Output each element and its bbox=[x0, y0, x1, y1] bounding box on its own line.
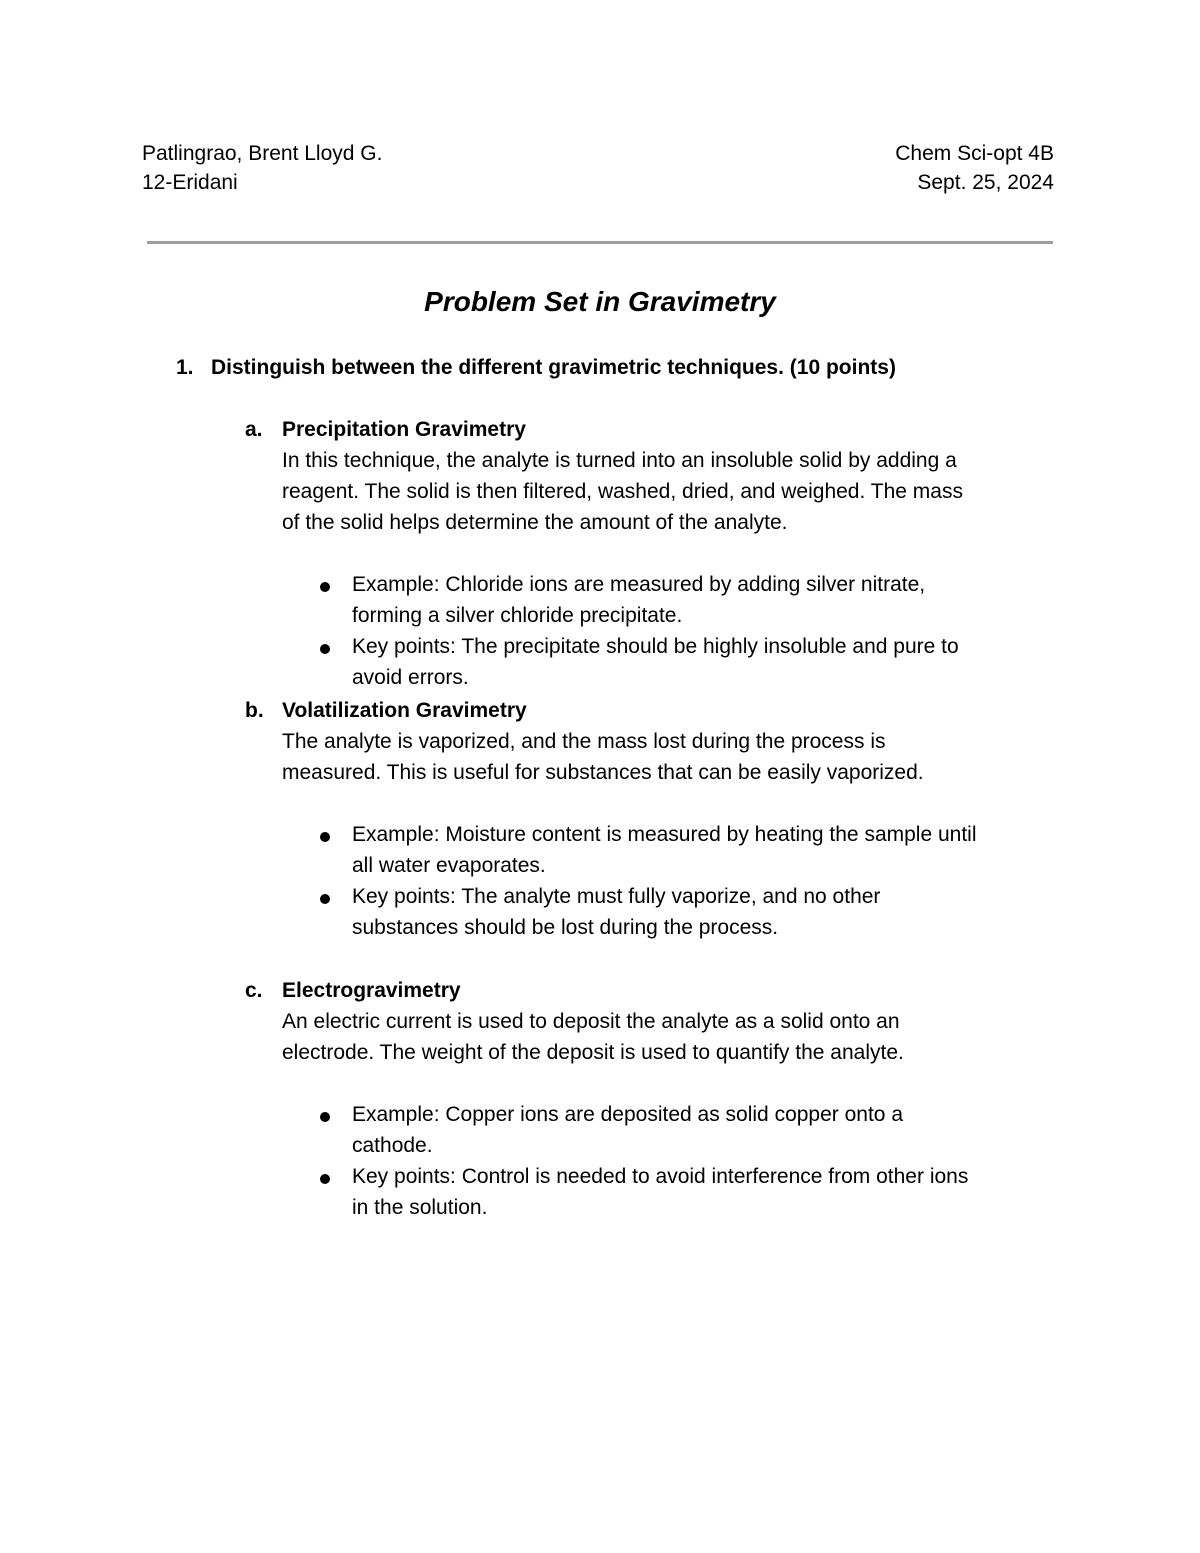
bullet-icon bbox=[320, 832, 330, 842]
bullet-icon bbox=[320, 894, 330, 904]
section-heading bbox=[245, 414, 1065, 445]
document-date: Sept. 25, 2024 bbox=[917, 171, 1054, 194]
bullet-item bbox=[245, 1099, 1065, 1161]
bullet-line: Example: Chloride ions are measured by adding silver nitrate, bbox=[352, 573, 926, 596]
bullet-line: forming a silver chloride precipitate. bbox=[352, 604, 683, 627]
bullet-list bbox=[245, 1099, 1065, 1223]
body-line: electrode. The weight of the deposit is used to quantify the analyte. bbox=[282, 1041, 904, 1064]
bullet-item bbox=[245, 569, 1065, 631]
course-name: Chem Sci-opt 4B bbox=[895, 142, 1054, 165]
body-line: In this technique, the analyte is turned into an insoluble solid by adding a bbox=[282, 449, 957, 472]
question-text: Distinguish between the different gravimetric techniques. (10 points) bbox=[211, 356, 896, 379]
bullet-icon bbox=[320, 1174, 330, 1184]
section-letter: b. bbox=[245, 699, 264, 722]
bullet-list bbox=[245, 569, 1065, 693]
bullet-icon bbox=[320, 644, 330, 654]
bullet-item bbox=[245, 631, 1065, 693]
section-body bbox=[282, 1006, 1065, 1068]
section-electrogravimetry bbox=[245, 975, 1065, 1223]
question-number: 1. bbox=[176, 356, 194, 379]
body-line: measured. This is useful for substances that can be easily vaporized. bbox=[282, 761, 924, 784]
bullet-line: avoid errors. bbox=[352, 666, 469, 689]
horizontal-divider bbox=[147, 241, 1053, 244]
bullet-line: Key points: The precipitate should be highly insoluble and pure to bbox=[352, 635, 959, 658]
bullet-line: Example: Moisture content is measured by heating the sample until bbox=[352, 823, 977, 846]
bullet-item bbox=[245, 881, 1065, 943]
bullet-list bbox=[245, 819, 1065, 943]
bullet-line: cathode. bbox=[352, 1134, 433, 1157]
section-heading bbox=[245, 975, 1065, 1006]
section-title: Electrogravimetry bbox=[282, 979, 461, 1002]
section-title: Volatilization Gravimetry bbox=[282, 699, 527, 722]
bullet-icon bbox=[320, 582, 330, 592]
bullet-line: in the solution. bbox=[352, 1196, 488, 1219]
body-line: of the solid helps determine the amount of the analyte. bbox=[282, 511, 788, 534]
bullet-line: Key points: The analyte must fully vaporize, and no other bbox=[352, 885, 881, 908]
document-title: Problem Set in Gravimetry bbox=[424, 286, 776, 317]
bullet-line: substances should be lost during the process. bbox=[352, 916, 779, 939]
bullet-line: Example: Copper ions are deposited as solid copper onto a bbox=[352, 1103, 904, 1126]
body-line: An electric current is used to deposit the analyte as a solid onto an bbox=[282, 1010, 900, 1033]
section-title: Precipitation Gravimetry bbox=[282, 418, 526, 441]
bullet-item bbox=[245, 819, 1065, 881]
body-line: The analyte is vaporized, and the mass lost during the process is bbox=[282, 730, 886, 753]
section-body bbox=[282, 726, 1065, 788]
student-section: 12-Eridani bbox=[142, 171, 238, 194]
bullet-line: Key points: Control is needed to avoid interference from other ions bbox=[352, 1165, 969, 1188]
section-letter: c. bbox=[245, 979, 263, 1002]
body-line: reagent. The solid is then filtered, washed, dried, and weighed. The mass bbox=[282, 480, 963, 503]
bullet-item bbox=[245, 1161, 1065, 1223]
section-volatilization bbox=[245, 695, 1065, 943]
student-name: Patlingrao, Brent Lloyd G. bbox=[142, 142, 383, 165]
section-body bbox=[282, 445, 1065, 538]
question-1 bbox=[176, 352, 896, 383]
section-precipitation bbox=[245, 414, 1065, 693]
section-heading bbox=[245, 695, 1065, 726]
section-letter: a. bbox=[245, 418, 263, 441]
bullet-line: all water evaporates. bbox=[352, 854, 546, 877]
bullet-icon bbox=[320, 1112, 330, 1122]
